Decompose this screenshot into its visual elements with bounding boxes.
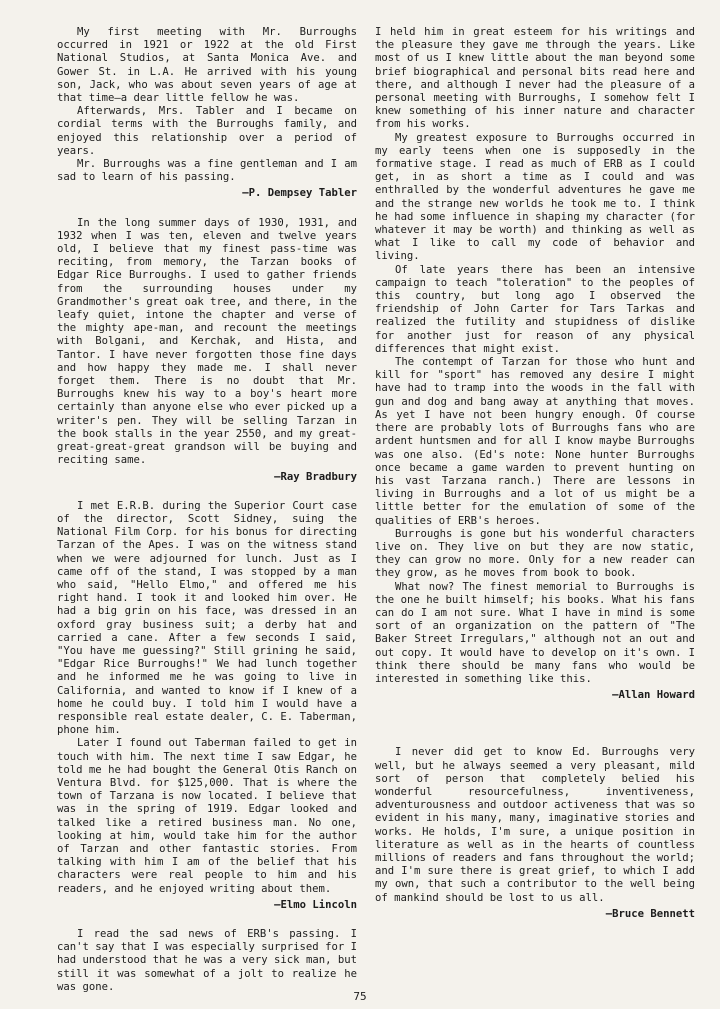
- tribute-paragraph: Mr. Burroughs was a fine gentleman and I am sad to learn of his passing.: [57, 158, 357, 184]
- signature-bradbury: —Ray Bradbury: [274, 470, 357, 483]
- tribute-paragraph: What now? The finest memorial to Burroughs is the one he built himself; his books. What his fans can do I am not sure. What I have in mind is some sort of an organization on the pattern of "The Baker Street Irregulars," although not an out and out copy. It would have to develop on it's own. I think there should be many fans who would be interested in something like this.: [375, 580, 695, 685]
- tribute-tabler: [57, 26, 357, 201]
- tribute-paragraph: The contempt of Tarzan for those who hunt and kill for "sport" has removed any desire I might have had to tramp into the woods in the fall with gun and dog and bang away at anything that moves. As yet I have not been hungry enough. Of course there are probably lots of Burroughs fans who are ardent huntsmen and for all I know maybe Burroughs was one also. (Ed's note: None hunter Burroughs once became a game warden to prevent hunting on his vast Tarzana ranch.) There are lessons in living in Burroughs and a lot of us might be a little better for the emulation of some of the qualities of ERB's heroes.: [375, 356, 695, 527]
- tribute-paragraph: I met E.R.B. during the Superior Court case of the director, Scott Sidney, suing the National Film Corp. for his bonus for directing Tarzan of the Apes. I was on the witness stand when we were adjourned for lunch. Just as I came off of the stand, I was stopped by a man who said, "Hello Elmo," and offered me his right hand. I took it and looked him over. He had a big grin on his face, was dressed in an oxford gray business suit; a derby hat and carried a cane. After a few seconds I said, "You have me guessing?" Still grining he said, "Edgar Rice Burroughs!" We had lunch together and he informed me he was going to live in California, and wanted to know if I knew of a home he could buy. I told him I would have a responsible real estate dealer, C. E. Taberman, phone him.: [57, 499, 357, 737]
- tribute-paragraph: My greatest exposure to Burroughs occurred in my early teens when one is supposedly in the formative stage. I read as much of ERB as I could get, in as short a time as I could and was enthralled by the wonderful adventures he gave me and the strange new worlds he took me to. I think he had some influence in shaping my character (for whatever it may be worth) and thinking as well as what I like to call my code of behavior and living.: [375, 131, 695, 263]
- tribute-bradbury: [57, 217, 357, 484]
- tribute-paragraph: I read the sad news of ERB's passing. I can't say that I was especially surprised for I had understood that he was a very sick man, but still it was somewhat of a jolt to realize he was gone.: [57, 928, 357, 993]
- signature-lincoln: —Elmo Lincoln: [274, 898, 357, 911]
- tribute-lincoln: [57, 500, 357, 912]
- signature-howard: —Allan Howard: [612, 689, 695, 702]
- tribute-paragraph: In the long summer days of 1930, 1931, and 1932 when I was ten, eleven and twelve years old, I believe that my finest pass-time was reciting, from memory, the Tarzan books of Edgar Rice Burroughs. I used to gather friends from the surrounding houses under my Grandmother's great oak tree, and there, in the leafy quiet, intone the chapter and verse of the mighty ape-man, and recount the meetings with Bolgani, and Kerchak, and Hista, and Tantor. I have never forgotten those fine days and how happy they made me. I shall never forget them. There is no doubt that Mr. Burroughs knew his way to a boy's heart more certainly than anyone else who ever picked up a writer's pen. They will be selling Tarzan in the book stalls in the year 2550, and my great-great-great-great grandson will be buying and reciting same.: [57, 216, 357, 467]
- tribute-paragraph: I never did get to know Ed. Burroughs very well, but he always seemed a very pleasant, mild sort of person that completely belied his wonderful resourcefulness, inventiveness, adventurousness and outdoor activeness that was so evident in his many, many, imaginative stories and works. He holds, I'm sure, a unique position in literature as well as in the hearts of countless millions of readers and fans throughout the world; and I'm sure there is great grief, to which I add my own, that such a contributor to the well being of mankind should be lost to us all.: [375, 746, 695, 904]
- tribute-bennett: [375, 746, 695, 921]
- tribute-paragraph: My first meeting with Mr. Burroughs occurred in 1921 or 1922 at the old First National Studios, at Santa Monica Ave. and Gower St. in L.A. He arrived with his young son, Jack, who was about seven years of age at that time—a dear little fellow he was.: [57, 26, 357, 105]
- signature-tabler: —P. Dempsey Tabler: [242, 187, 357, 200]
- tribute-paragraph: Afterwards, Mrs. Tabler and I became on cordial terms with the Burroughs family, and enjoyed this relationship over a period of years.: [57, 105, 357, 157]
- left-column: [57, 26, 357, 994]
- tribute-howard-start: [57, 928, 357, 994]
- tribute-paragraph: I held him in great esteem for his writings and the pleasure they gave me through the years. Like most of us I knew little about the man beyond some brief biographical and personal bits read here and there, and although I never had the pleasure of a personal meeting with Burroughs, I somehow felt I knew something of his inner nature and character from his works.: [375, 26, 695, 131]
- tribute-howard-continued: [375, 26, 695, 702]
- tribute-paragraph: Burroughs is gone but his wonderful characters live on. They live on but they are now static, they can grow no more. Only for a new reader can they grow, as he moves from book to book.: [375, 527, 695, 580]
- signature-bennett: —Bruce Bennett: [605, 907, 695, 920]
- tribute-paragraph: Of late years there has been an intensive campaign to teach "toleration" to the peoples of this country, but long ago I observed the friendship of John Carter for Tars Tarkas and realized the futility and stupidness of dislike for another just for reason of any physical differences that might exist.: [375, 263, 695, 355]
- tribute-paragraph: Later I found out Taberman failed to get in touch with him. The next time I saw Edgar, he told me he had bought the General Otis Ranch on Ventura Blvd. for $125,000. That is where the town of Tarzana is now located. I believe that was in the spring of 1919. Edgar looked and talked like a retired business man. No one, looking at him, would take him for the author of Tarzan and other fantastic stories. From talking with him I am of the belief that his characters were real people to him and his readers, and he enjoyed writing about them.: [57, 737, 357, 895]
- page-number: 75: [353, 990, 367, 1003]
- right-column: [375, 26, 695, 921]
